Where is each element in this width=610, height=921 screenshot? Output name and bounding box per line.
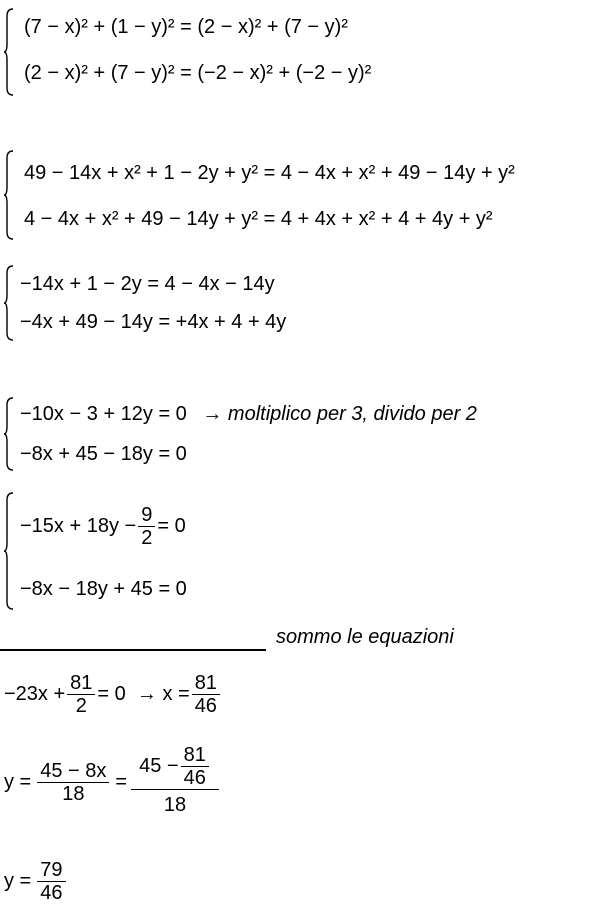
numerator: 81 bbox=[192, 672, 220, 695]
equation bbox=[20, 403, 477, 426]
equation-text: y = bbox=[4, 869, 32, 892]
equation: −8x − 18y + 45 = 0 bbox=[20, 578, 187, 600]
equation: (7 − x)² + (1 − y)² = (2 − x)² + (7 − y)² bbox=[24, 16, 348, 38]
equation: −4x + 49 − 14y = +4x + 4 + 4y bbox=[20, 311, 287, 333]
result-x bbox=[4, 666, 222, 722]
equation: 49 − 14x + x² + 1 − 2y + y² = 4 − 4x + x² + 49 − 14y + y² bbox=[24, 162, 515, 184]
denominator: 18 bbox=[62, 782, 85, 805]
denominator: 46 bbox=[194, 694, 217, 717]
equation: 4 − 4x + x² + 49 − 14y + y² = 4 + 4x + x² + 4 + 4y + y² bbox=[24, 208, 493, 230]
system-1 bbox=[0, 8, 600, 96]
denominator: 46 bbox=[183, 767, 206, 789]
equation-text: = 0 → x = bbox=[97, 682, 190, 705]
result-y bbox=[4, 730, 219, 834]
annotation: → moltiplico per 3, divido per 2 bbox=[202, 403, 477, 425]
equation-text: −23x + bbox=[4, 682, 66, 705]
sum-rule bbox=[0, 649, 266, 651]
equation: −14x + 1 − 2y = 4 − 4x − 14y bbox=[20, 273, 275, 295]
numerator: 45 − 8x bbox=[37, 760, 109, 783]
equation-text: = 0 bbox=[157, 514, 186, 537]
compound-numerator bbox=[131, 744, 219, 790]
left-brace-icon bbox=[3, 492, 14, 610]
fraction bbox=[37, 760, 109, 805]
equation-text: −10x − 3 + 12y = 0 bbox=[20, 403, 187, 425]
fraction bbox=[67, 672, 95, 717]
fraction bbox=[181, 744, 209, 789]
final-y bbox=[4, 852, 68, 910]
numerator: 79 bbox=[37, 859, 65, 882]
equation-text: = bbox=[115, 770, 128, 793]
denominator: 2 bbox=[141, 526, 153, 549]
fraction bbox=[192, 672, 220, 717]
equation bbox=[20, 498, 186, 554]
compound-denominator: 18 bbox=[163, 794, 187, 816]
system-3 bbox=[0, 265, 400, 341]
compound-fraction bbox=[131, 744, 219, 820]
denominator: 2 bbox=[75, 694, 87, 717]
system-2 bbox=[0, 150, 610, 240]
numerator: 9 bbox=[138, 504, 155, 527]
numerator: 81 bbox=[67, 672, 95, 695]
numerator: 81 bbox=[181, 744, 209, 767]
left-brace-icon bbox=[3, 8, 14, 96]
equation-text: 45 − bbox=[139, 755, 179, 777]
system-4 bbox=[0, 397, 610, 471]
left-brace-icon bbox=[3, 397, 14, 471]
left-brace-icon bbox=[3, 265, 14, 341]
equation-text: y = bbox=[4, 770, 32, 793]
denominator: 46 bbox=[40, 881, 63, 904]
fraction bbox=[37, 859, 65, 904]
sum-annotation: sommo le equazioni bbox=[276, 626, 454, 648]
fraction bbox=[138, 504, 155, 549]
equation: −8x + 45 − 18y = 0 bbox=[20, 443, 187, 465]
equation-text: −15x + 18y − bbox=[20, 514, 137, 537]
equation: (2 − x)² + (7 − y)² = (−2 − x)² + (−2 − y)² bbox=[24, 62, 372, 84]
left-brace-icon bbox=[3, 150, 14, 240]
system-5 bbox=[0, 492, 400, 610]
